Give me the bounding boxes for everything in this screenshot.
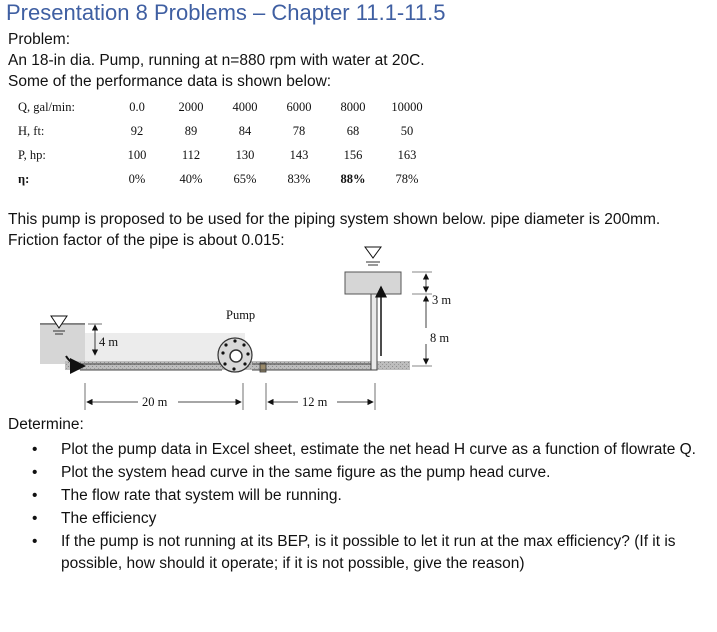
list-item	[30, 462, 710, 484]
table-cell: 163	[397, 147, 417, 162]
page-title: Presentation 8 Problems – Chapter 11.1-11.5	[6, 0, 446, 25]
row-label: P, hp:	[18, 147, 46, 162]
list-item	[30, 508, 710, 530]
bullet-icon: •	[32, 441, 38, 458]
problem-statement: An 18-in dia. Pump, running at n=880 rpm with water at 20C.	[8, 52, 425, 69]
list-item	[30, 485, 710, 507]
list-item	[30, 531, 710, 575]
table-row-efficiency	[18, 167, 434, 191]
system-description: This pump is proposed to be used for the piping system shown below. pipe diameter is 200mm.	[8, 211, 661, 228]
bullet-icon: •	[32, 510, 38, 527]
table-cell: 2000	[178, 99, 204, 114]
bullet-icon: •	[32, 533, 38, 550]
table-cell: 0.0	[129, 99, 145, 114]
piping-diagram	[40, 238, 480, 413]
table-cell: 78	[292, 123, 306, 138]
left-length-label: 20 m	[142, 395, 168, 409]
bullet-icon: •	[32, 464, 38, 481]
table-cell: 100	[127, 147, 147, 162]
table-cell: 156	[343, 147, 363, 162]
table-cell: 50	[400, 123, 414, 138]
table-cell: 68	[346, 123, 360, 138]
task-text: If the pump is not running at its BEP, is it possible to let it run at the max efficiency? (If it is possible, how should it operate; if it is not possible, give the reason)	[61, 533, 676, 572]
system-friction: Friction factor of the pipe is about 0.015:	[8, 232, 285, 249]
row-label: H, ft:	[18, 123, 45, 138]
table-cell: 112	[181, 147, 201, 162]
table-cell: 84	[238, 123, 252, 138]
task-text: Plot the system head curve in the same figure as the pump head curve.	[61, 464, 551, 481]
list-item	[30, 439, 710, 461]
table-cell: 65%	[233, 171, 257, 186]
table-cell: 143	[289, 147, 309, 162]
table-cell-max-efficiency: 88%	[340, 171, 366, 186]
table-row-power	[18, 143, 434, 167]
top-level-label: 3 m	[432, 293, 452, 307]
row-label: η:	[18, 171, 30, 186]
right-height-label: 8 m	[430, 331, 450, 345]
table-cell: 0%	[128, 171, 146, 186]
table-cell: 83%	[287, 171, 311, 186]
table-cell: 10000	[391, 99, 423, 114]
task-list	[30, 439, 710, 576]
problem-heading: Problem:	[8, 31, 71, 48]
table-cell: 92	[130, 123, 144, 138]
table-cell: 89	[184, 123, 198, 138]
right-length-label: 12 m	[302, 395, 328, 409]
pump-label: Pump	[226, 308, 256, 322]
left-level-label: 4 m	[99, 335, 119, 349]
row-label: Q, gal/min:	[18, 99, 75, 114]
table-row-flow	[18, 95, 434, 119]
bullet-icon: •	[32, 487, 38, 504]
task-text: The flow rate that system will be running.	[61, 487, 342, 504]
task-text: The efficiency	[61, 510, 157, 527]
determine-heading: Determine:	[8, 416, 84, 433]
table-cell: 4000	[232, 99, 258, 114]
table-cell: 130	[235, 147, 255, 162]
table-cell: 40%	[179, 171, 203, 186]
table-cell: 8000	[340, 99, 366, 114]
problem-data-intro: Some of the performance data is shown below:	[8, 73, 332, 90]
table-cell: 6000	[286, 99, 312, 114]
table-cell: 78%	[395, 171, 419, 186]
table-row-head	[18, 119, 434, 143]
left-reservoir	[40, 316, 85, 364]
performance-table	[18, 95, 434, 191]
task-text: Plot the pump data in Excel sheet, estimate the net head H curve as a function of flowrate Q.	[61, 441, 696, 458]
riser-pipe	[371, 294, 377, 370]
